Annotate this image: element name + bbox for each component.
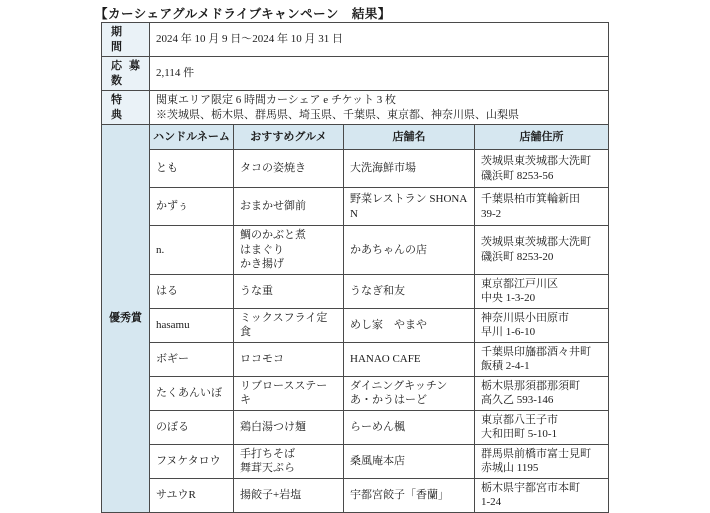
store-name-cell [344,342,475,376]
handle-name-cell: フヌケタロウ [150,444,234,478]
store-address-cell [475,342,609,376]
text-line: 栃木県宇都宮市本町 [481,481,580,494]
text-line: 茨城県東茨城郡大洗町 [481,155,591,168]
text-line: 千葉県柏市箕輪新田 [481,193,580,206]
info-row [102,57,609,91]
text-line: タコの姿焼き [240,162,306,175]
text-line: HANAO CAFE [350,352,421,365]
recommended-gourmet-cell [234,274,344,308]
store-name-cell [344,444,475,478]
text-line: 大洗海鮮市場 [350,162,416,175]
store-address-cell [475,444,609,478]
table-row [102,376,609,410]
table-row [102,274,609,308]
table-row [102,226,609,275]
info-value [150,57,609,91]
text-line: 東京都八王子市 [481,413,558,426]
text-line: かあちゃんの店 [350,243,427,256]
text-line: 鶏白湯つけ麺 [240,421,306,434]
campaign-results-table [101,22,609,513]
text-line: 鯛のかぶと煮 [240,229,306,242]
handle-name-cell: n. [150,226,234,275]
store-address-cell [475,478,609,512]
text-line: おまかせ御前 [240,200,306,213]
text-line: リブロースステーキ [240,379,328,407]
recommended-gourmet-cell [234,308,344,342]
text-line: 宇都宮餃子「香蘭」 [350,489,449,502]
text-line: 舞茸天ぷら [240,462,295,475]
text-line: 千葉県印旛郡酒々井町 [481,345,591,358]
text-line: 39-2 [481,207,502,220]
handle-name-cell: hasamu [150,308,234,342]
text-line: ミックスフライ定食 [240,311,328,339]
recommended-gourmet-cell [234,478,344,512]
text-line: めし家 やまや [350,318,427,331]
info-label: 応募数 [102,57,150,91]
text-line: 揚餃子+岩塩 [240,489,302,502]
text-line: 飯積 2-4-1 [481,360,530,373]
info-value [150,23,609,57]
store-address-cell [475,226,609,275]
text-line: 大和田町 5-10-1 [481,428,558,441]
text-line: 高久乙 593-146 [481,394,554,407]
info-row [102,91,609,125]
recommended-gourmet-cell [234,410,344,444]
text-line: ロコモコ [240,352,284,365]
text-line: 野菜レストラン SHONAN [350,193,468,220]
text-line: 東京都江戸川区 [481,277,558,290]
store-name-cell [344,478,475,512]
recommended-gourmet-cell [234,226,344,275]
handle-name-cell: はる [150,274,234,308]
award-category-cell: 優秀賞 [102,125,150,513]
text-line: かき揚げ [240,258,284,271]
text-line: 2024 年 10 月 9 日～2024 年 10 月 31 日 [156,33,343,46]
text-line: 赤城山 1195 [481,462,539,475]
text-line: 2,114 件 [156,67,195,80]
text-line: 栃木県那須郡那須町 [481,379,580,392]
text-line: 磯浜町 8253-20 [481,250,554,263]
info-value [150,91,609,125]
text-line: 関東エリア限定 6 時間カーシェア e チケット 3 枚 [156,94,396,107]
text-line: 茨城県東茨城郡大洗町 [481,236,591,249]
text-line: はまぐり [240,243,284,256]
column-header: ハンドルネーム [150,125,234,150]
table-row [102,342,609,376]
column-header: おすすめグルメ [234,125,344,150]
page-title: 【カーシェアグルメドライブキャンペーン 結果】 [95,7,391,21]
text-line: 手打ちそば [240,447,295,460]
table-row [102,188,609,226]
store-address-cell [475,274,609,308]
text-line: 早川 1-6-10 [481,326,536,339]
store-address-cell [475,376,609,410]
store-name-cell [344,188,475,226]
store-name-cell [344,410,475,444]
recommended-gourmet-cell [234,376,344,410]
info-label: 特 典 [102,91,150,125]
text-line: ダイニングキッチン [350,379,448,392]
recommended-gourmet-cell [234,342,344,376]
text-line: 磯浜町 8253-56 [481,169,554,182]
store-name-cell [344,308,475,342]
text-line: 中央 1-3-20 [481,292,536,305]
text-line: うな重 [240,284,273,297]
text-line: ※茨城県、栃木県、群馬県、埼玉県、千葉県、東京都、神奈川県、山梨県 [156,108,519,121]
store-address-cell [475,308,609,342]
table-row [102,478,609,512]
info-label: 期 間 [102,23,150,57]
handle-name-cell: ボギー [150,342,234,376]
table-row [102,444,609,478]
handle-name-cell: かずぅ [150,188,234,226]
handle-name-cell: サユウR [150,478,234,512]
handle-name-cell: とも [150,150,234,188]
store-name-cell [344,376,475,410]
info-row [102,23,609,57]
column-header: 店舗名 [344,125,475,150]
store-name-cell [344,150,475,188]
store-name-cell [344,274,475,308]
recommended-gourmet-cell [234,444,344,478]
text-line: 群馬県前橋市富士見町 [481,447,591,460]
recommended-gourmet-cell [234,188,344,226]
text-line: うなぎ和友 [350,284,405,297]
column-header: 店舗住所 [475,125,609,150]
store-name-cell [344,226,475,275]
store-address-cell [475,150,609,188]
text-line: 1-24 [481,496,502,509]
table-row [102,410,609,444]
recommended-gourmet-cell [234,150,344,188]
handle-name-cell: のぼる [150,410,234,444]
text-line: あ・かうはーど [350,394,427,407]
text-line: 神奈川県小田原市 [481,311,569,324]
text-line: らーめん楓 [350,421,405,434]
handle-name-cell: たくあんいぼ [150,376,234,410]
table-row [102,150,609,188]
table-row [102,308,609,342]
store-address-cell [475,410,609,444]
text-line: 桑風庵本店 [350,455,405,468]
table-header-row [102,125,609,150]
store-address-cell [475,188,609,226]
